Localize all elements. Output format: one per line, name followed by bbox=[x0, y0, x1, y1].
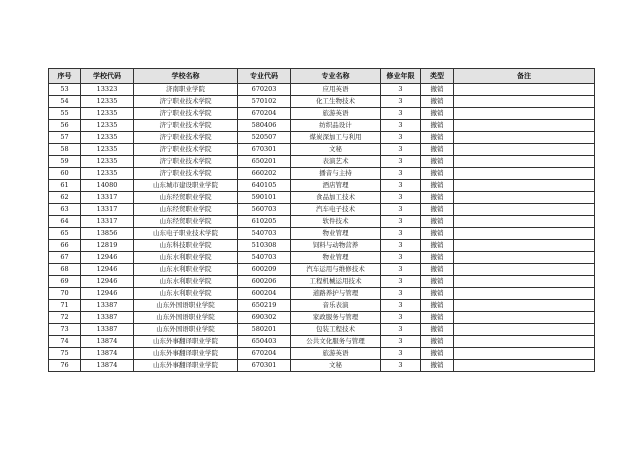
cell-index: 72 bbox=[49, 312, 81, 324]
cell-school-name: 济宁职业技术学院 bbox=[134, 132, 238, 144]
header-type: 类型 bbox=[421, 69, 454, 84]
header-index: 序号 bbox=[49, 69, 81, 84]
cell-major-code: 660202 bbox=[238, 168, 291, 180]
table-row bbox=[49, 96, 595, 108]
cell-type: 撤销 bbox=[421, 96, 454, 108]
cell-index: 62 bbox=[49, 192, 81, 204]
cell-duration: 3 bbox=[381, 132, 421, 144]
cell-index: 73 bbox=[49, 324, 81, 336]
cell-major-code: 600209 bbox=[238, 264, 291, 276]
cell-major-code: 580406 bbox=[238, 120, 291, 132]
header-major-name: 专业名称 bbox=[291, 69, 381, 84]
cell-school-name: 山东外事翻译职业学院 bbox=[134, 336, 238, 348]
cell-type: 撤销 bbox=[421, 348, 454, 360]
cell-duration: 3 bbox=[381, 252, 421, 264]
cell-remarks bbox=[454, 84, 595, 96]
cell-major-code: 610205 bbox=[238, 216, 291, 228]
cell-remarks bbox=[454, 216, 595, 228]
cell-school-code: 12335 bbox=[81, 168, 134, 180]
cell-duration: 3 bbox=[381, 156, 421, 168]
table-row bbox=[49, 312, 595, 324]
cell-duration: 3 bbox=[381, 96, 421, 108]
cell-remarks bbox=[454, 132, 595, 144]
cell-remarks bbox=[454, 108, 595, 120]
table-row bbox=[49, 156, 595, 168]
cell-index: 55 bbox=[49, 108, 81, 120]
cell-remarks bbox=[454, 144, 595, 156]
cell-index: 56 bbox=[49, 120, 81, 132]
cell-duration: 3 bbox=[381, 84, 421, 96]
table-row bbox=[49, 132, 595, 144]
cell-type: 撤销 bbox=[421, 216, 454, 228]
cell-type: 撤销 bbox=[421, 276, 454, 288]
cell-type: 撤销 bbox=[421, 132, 454, 144]
cell-remarks bbox=[454, 324, 595, 336]
cell-duration: 3 bbox=[381, 276, 421, 288]
cell-remarks bbox=[454, 276, 595, 288]
cell-school-name: 山东水利职业学院 bbox=[134, 276, 238, 288]
header-major-code: 专业代码 bbox=[238, 69, 291, 84]
header-school-code: 学校代码 bbox=[81, 69, 134, 84]
cell-school-name: 济宁职业技术学院 bbox=[134, 108, 238, 120]
cell-remarks bbox=[454, 336, 595, 348]
cell-duration: 3 bbox=[381, 288, 421, 300]
cell-index: 65 bbox=[49, 228, 81, 240]
cell-duration: 3 bbox=[381, 264, 421, 276]
cell-school-code: 12335 bbox=[81, 156, 134, 168]
table-body bbox=[49, 84, 595, 372]
revocation-table bbox=[48, 68, 595, 372]
cell-major-code: 670203 bbox=[238, 84, 291, 96]
cell-school-name: 山东外国语职业学院 bbox=[134, 300, 238, 312]
cell-school-name: 山东水利职业学院 bbox=[134, 252, 238, 264]
cell-school-code: 13317 bbox=[81, 204, 134, 216]
cell-duration: 3 bbox=[381, 192, 421, 204]
table-row bbox=[49, 216, 595, 228]
cell-school-name: 山东水利职业学院 bbox=[134, 288, 238, 300]
cell-major-code: 560703 bbox=[238, 204, 291, 216]
header-school-name: 学校名称 bbox=[134, 69, 238, 84]
cell-school-name: 山东电子职业技术学院 bbox=[134, 228, 238, 240]
table-row bbox=[49, 288, 595, 300]
table-row bbox=[49, 180, 595, 192]
cell-index: 59 bbox=[49, 156, 81, 168]
table-header-row bbox=[49, 69, 595, 84]
cell-remarks bbox=[454, 96, 595, 108]
cell-type: 撤销 bbox=[421, 324, 454, 336]
cell-school-name: 济宁职业技术学院 bbox=[134, 156, 238, 168]
cell-school-code: 13323 bbox=[81, 84, 134, 96]
cell-school-code: 12335 bbox=[81, 132, 134, 144]
table-row bbox=[49, 192, 595, 204]
cell-school-name: 山东外国语职业学院 bbox=[134, 324, 238, 336]
cell-remarks bbox=[454, 300, 595, 312]
cell-school-code: 13317 bbox=[81, 192, 134, 204]
cell-major-code: 640105 bbox=[238, 180, 291, 192]
cell-duration: 3 bbox=[381, 300, 421, 312]
cell-school-code: 12335 bbox=[81, 120, 134, 132]
cell-index: 60 bbox=[49, 168, 81, 180]
table-row bbox=[49, 240, 595, 252]
cell-major-code: 650201 bbox=[238, 156, 291, 168]
cell-type: 撤销 bbox=[421, 360, 454, 372]
cell-remarks bbox=[454, 120, 595, 132]
cell-duration: 3 bbox=[381, 204, 421, 216]
cell-major-name: 物业管理 bbox=[291, 228, 381, 240]
cell-school-name: 山东外事翻译职业学院 bbox=[134, 360, 238, 372]
cell-remarks bbox=[454, 360, 595, 372]
cell-major-name: 文秘 bbox=[291, 360, 381, 372]
cell-school-code: 12819 bbox=[81, 240, 134, 252]
cell-remarks bbox=[454, 252, 595, 264]
cell-major-name: 表演艺术 bbox=[291, 156, 381, 168]
table-row bbox=[49, 168, 595, 180]
cell-index: 66 bbox=[49, 240, 81, 252]
cell-remarks bbox=[454, 228, 595, 240]
cell-major-code: 590101 bbox=[238, 192, 291, 204]
cell-type: 撤销 bbox=[421, 120, 454, 132]
cell-type: 撤销 bbox=[421, 288, 454, 300]
cell-major-code: 510308 bbox=[238, 240, 291, 252]
cell-duration: 3 bbox=[381, 228, 421, 240]
cell-type: 撤销 bbox=[421, 84, 454, 96]
cell-index: 58 bbox=[49, 144, 81, 156]
cell-school-name: 山东城市建设职业学院 bbox=[134, 180, 238, 192]
cell-duration: 3 bbox=[381, 144, 421, 156]
cell-school-name: 山东外事翻译职业学院 bbox=[134, 348, 238, 360]
cell-school-name: 山东水利职业学院 bbox=[134, 264, 238, 276]
cell-major-code: 540703 bbox=[238, 228, 291, 240]
cell-index: 68 bbox=[49, 264, 81, 276]
table-row bbox=[49, 84, 595, 96]
cell-school-code: 13387 bbox=[81, 312, 134, 324]
cell-major-code: 520507 bbox=[238, 132, 291, 144]
cell-index: 67 bbox=[49, 252, 81, 264]
cell-major-code: 670301 bbox=[238, 144, 291, 156]
cell-major-code: 650219 bbox=[238, 300, 291, 312]
cell-index: 76 bbox=[49, 360, 81, 372]
cell-major-name: 道路养护与管理 bbox=[291, 288, 381, 300]
cell-major-name: 纺织品设计 bbox=[291, 120, 381, 132]
cell-remarks bbox=[454, 156, 595, 168]
cell-index: 74 bbox=[49, 336, 81, 348]
cell-index: 69 bbox=[49, 276, 81, 288]
cell-remarks bbox=[454, 348, 595, 360]
cell-duration: 3 bbox=[381, 240, 421, 252]
header-duration: 修业年限 bbox=[381, 69, 421, 84]
cell-major-code: 650403 bbox=[238, 336, 291, 348]
cell-major-name: 汽车运用与维修技术 bbox=[291, 264, 381, 276]
cell-type: 撤销 bbox=[421, 156, 454, 168]
header-remarks: 备注 bbox=[454, 69, 595, 84]
cell-remarks bbox=[454, 180, 595, 192]
cell-index: 70 bbox=[49, 288, 81, 300]
table-row bbox=[49, 108, 595, 120]
cell-index: 61 bbox=[49, 180, 81, 192]
cell-school-name: 济宁职业技术学院 bbox=[134, 168, 238, 180]
cell-remarks bbox=[454, 204, 595, 216]
cell-remarks bbox=[454, 192, 595, 204]
cell-school-code: 13874 bbox=[81, 360, 134, 372]
cell-major-name: 酒店管理 bbox=[291, 180, 381, 192]
cell-type: 撤销 bbox=[421, 144, 454, 156]
cell-school-name: 山东科技职业学院 bbox=[134, 240, 238, 252]
cell-major-name: 化工生物技术 bbox=[291, 96, 381, 108]
table-row bbox=[49, 144, 595, 156]
cell-school-name: 山东经贸职业学院 bbox=[134, 192, 238, 204]
cell-major-code: 570102 bbox=[238, 96, 291, 108]
cell-major-code: 670301 bbox=[238, 360, 291, 372]
cell-school-code: 14080 bbox=[81, 180, 134, 192]
cell-school-code: 13874 bbox=[81, 336, 134, 348]
cell-duration: 3 bbox=[381, 216, 421, 228]
cell-remarks bbox=[454, 240, 595, 252]
table-row bbox=[49, 300, 595, 312]
cell-school-code: 12946 bbox=[81, 288, 134, 300]
table-row bbox=[49, 252, 595, 264]
cell-major-name: 播音与主持 bbox=[291, 168, 381, 180]
cell-major-code: 600204 bbox=[238, 288, 291, 300]
cell-major-name: 汽车电子技术 bbox=[291, 204, 381, 216]
table-row bbox=[49, 360, 595, 372]
cell-major-name: 物业管理 bbox=[291, 252, 381, 264]
cell-school-code: 13387 bbox=[81, 324, 134, 336]
cell-type: 撤销 bbox=[421, 264, 454, 276]
cell-index: 63 bbox=[49, 204, 81, 216]
cell-type: 撤销 bbox=[421, 168, 454, 180]
cell-index: 64 bbox=[49, 216, 81, 228]
cell-remarks bbox=[454, 288, 595, 300]
cell-major-code: 690302 bbox=[238, 312, 291, 324]
cell-major-name: 家政服务与管理 bbox=[291, 312, 381, 324]
cell-major-code: 670204 bbox=[238, 348, 291, 360]
cell-major-name: 文秘 bbox=[291, 144, 381, 156]
cell-duration: 3 bbox=[381, 324, 421, 336]
cell-type: 撤销 bbox=[421, 192, 454, 204]
cell-school-code: 13317 bbox=[81, 216, 134, 228]
table-row bbox=[49, 228, 595, 240]
cell-type: 撤销 bbox=[421, 228, 454, 240]
cell-major-code: 540703 bbox=[238, 252, 291, 264]
cell-school-name: 济宁职业技术学院 bbox=[134, 96, 238, 108]
cell-index: 53 bbox=[49, 84, 81, 96]
cell-school-code: 12335 bbox=[81, 144, 134, 156]
table-row bbox=[49, 336, 595, 348]
cell-school-name: 山东外国语职业学院 bbox=[134, 312, 238, 324]
cell-school-name: 济南职业学院 bbox=[134, 84, 238, 96]
cell-school-code: 13874 bbox=[81, 348, 134, 360]
cell-duration: 3 bbox=[381, 360, 421, 372]
table-row bbox=[49, 276, 595, 288]
cell-major-name: 软件技术 bbox=[291, 216, 381, 228]
cell-type: 撤销 bbox=[421, 204, 454, 216]
cell-major-code: 580201 bbox=[238, 324, 291, 336]
cell-major-name: 饲料与动物营养 bbox=[291, 240, 381, 252]
cell-major-name: 工程机械运用技术 bbox=[291, 276, 381, 288]
cell-major-name: 旅游英语 bbox=[291, 348, 381, 360]
cell-remarks bbox=[454, 264, 595, 276]
cell-major-name: 煤炭深加工与利用 bbox=[291, 132, 381, 144]
cell-index: 54 bbox=[49, 96, 81, 108]
cell-major-name: 包装工程技术 bbox=[291, 324, 381, 336]
table-row bbox=[49, 204, 595, 216]
cell-remarks bbox=[454, 168, 595, 180]
table-row bbox=[49, 324, 595, 336]
cell-school-name: 山东经贸职业学院 bbox=[134, 216, 238, 228]
table-row bbox=[49, 348, 595, 360]
cell-school-name: 济宁职业技术学院 bbox=[134, 144, 238, 156]
cell-duration: 3 bbox=[381, 108, 421, 120]
cell-school-code: 12946 bbox=[81, 252, 134, 264]
cell-school-code: 12335 bbox=[81, 108, 134, 120]
table-row bbox=[49, 264, 595, 276]
cell-duration: 3 bbox=[381, 120, 421, 132]
cell-school-code: 13856 bbox=[81, 228, 134, 240]
cell-type: 撤销 bbox=[421, 240, 454, 252]
cell-major-name: 应用英语 bbox=[291, 84, 381, 96]
cell-type: 撤销 bbox=[421, 336, 454, 348]
cell-major-name: 食品加工技术 bbox=[291, 192, 381, 204]
cell-school-code: 12946 bbox=[81, 276, 134, 288]
cell-duration: 3 bbox=[381, 336, 421, 348]
cell-major-name: 音乐表演 bbox=[291, 300, 381, 312]
cell-duration: 3 bbox=[381, 312, 421, 324]
cell-type: 撤销 bbox=[421, 312, 454, 324]
cell-index: 75 bbox=[49, 348, 81, 360]
cell-index: 71 bbox=[49, 300, 81, 312]
cell-type: 撤销 bbox=[421, 252, 454, 264]
cell-type: 撤销 bbox=[421, 300, 454, 312]
cell-type: 撤销 bbox=[421, 180, 454, 192]
cell-school-name: 山东经贸职业学院 bbox=[134, 204, 238, 216]
cell-index: 57 bbox=[49, 132, 81, 144]
cell-major-name: 公共文化服务与管理 bbox=[291, 336, 381, 348]
cell-duration: 3 bbox=[381, 168, 421, 180]
cell-type: 撤销 bbox=[421, 108, 454, 120]
cell-school-code: 12946 bbox=[81, 264, 134, 276]
cell-school-name: 济宁职业技术学院 bbox=[134, 120, 238, 132]
cell-major-code: 670204 bbox=[238, 108, 291, 120]
cell-major-name: 旅游英语 bbox=[291, 108, 381, 120]
cell-major-code: 600206 bbox=[238, 276, 291, 288]
cell-duration: 3 bbox=[381, 180, 421, 192]
table-row bbox=[49, 120, 595, 132]
cell-school-code: 13387 bbox=[81, 300, 134, 312]
cell-remarks bbox=[454, 312, 595, 324]
cell-school-code: 12335 bbox=[81, 96, 134, 108]
cell-duration: 3 bbox=[381, 348, 421, 360]
